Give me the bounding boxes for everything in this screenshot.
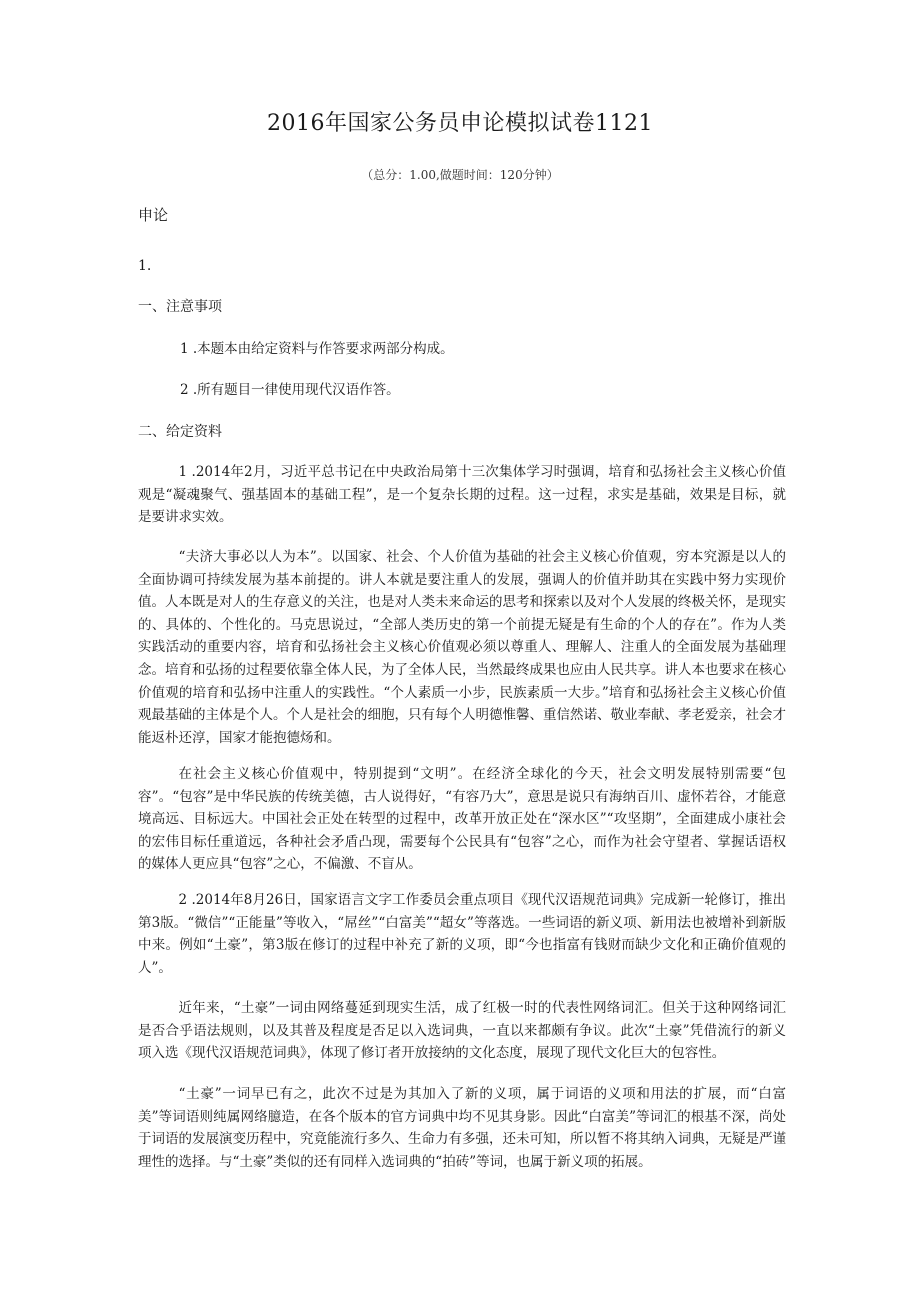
material-paragraph: 2 .2014年8月26日，国家语言文字工作委员会重点项目《现代汉语规范词典》完成新一轮修订，推出第3版。“微信”“正能量”等收入，“屌丝”“白富美”“超女”等落选。一些词语的新义项、新用法也被增补到新版中来。例如“土豪”，第3版在修订的过程中补充了新的义项，即“今也指富有钱财而缺少文化和正确价值观的人”。 [138,892,786,976]
notice-item: 1 .本题本由给定资料与作答要求两部分构成。 [180,341,454,357]
notice-heading: 一、注意事项 [138,299,222,315]
document-title: 2016年国家公务员申论模拟试卷1121 [267,111,653,136]
material-paragraph: “夫济大事必以人为本”。以国家、社会、个人价值为基础的社会主义核心价值观，穷本究源是以人的全面协调可持续发展为基本前提的。讲人本就是要注重人的发展，强调人的价值并助其在实践中努力实现价值。人本既是对人的生存意义的关注，也是对人类未来命运的思考和探索以及对个人发展的终极关怀，是现实的、具体的、个性化的。马克思说过，“全部人类历史的第一个前提无疑是有生命的个人的存在”。作为人类实践活动的重要内容，培育和弘扬社会主义核心价值观必须以尊重人、理解人、注重人的全面发展为基础理念。培育和弘扬的过程要依靠全体人民，为了全体人民，当然最终成果也应由人民共享。讲人本也要求在核心价值观的培育和弘扬中注重人的实践性。“个人素质一小步，民族素质一大步。”培育和弘扬社会主义核心价值观最基础的主体是个人。个人是社会的细胞，只有每个人明德惟馨、重信然诺、敬业奉献、孝老爱亲，社会才能返朴还淳，国家才能抱德炀和。 [138,549,786,746]
document-subtitle: （总分：1.00,做题时间：120分钟） [361,168,559,182]
material-paragraph: 近年来，“土豪”一词由网络蔓延到现实生活，成了红极一时的代表性网络词汇。但关于这种网络词汇是否合乎语法规则，以及其普及程度是否足以入选词典，一直以来都颇有争议。此次“土豪”凭借流行的新义项入选《现代汉语规范词典》，体现了修订者开放接纳的文化态度，展现了现代文化巨大的包容性。 [138,1000,786,1062]
material-paragraph: “土豪”一词早已有之，此次不过是为其加入了新的义项，属于词语的义项和用法的扩展，而“白富美”等词语则纯属网络臆造，在各个版本的官方词典中均不见其身影。因此“白富美”等词汇的根基不深，尚处于词语的发展演变历程中，究竟能流行多久、生命力有多强，还未可知，所以暂不将其纳入词典，无疑是严谨理性的选择。与“土豪”类似的还有同样入选词典的“拍砖”等词，也属于新义项的拓展。 [138,1086,786,1170]
notice-item: 2 .所有题目一律使用现代汉语作答。 [180,382,400,398]
question-number: 1. [138,258,152,274]
material-paragraph: 1 .2014年2月，习近平总书记在中央政治局第十三次集体学习时强调，培育和弘扬社会主义核心价值观是“凝魂聚气、强基固本的基础工程”，是一个复杂长期的过程。这一过程，求实是基础，效果是目标，就是要讲求实效。 [138,464,786,526]
section-heading: 申论 [138,206,169,224]
material-paragraph: 在社会主义核心价值观中，特别提到“文明”。在经济全球化的今天，社会文明发展特别需要“包容”。“包容”是中华民族的传统美德，古人说得好，“有容乃大”，意思是说只有海纳百川、虚怀若谷，才能意境高远、目标远大。中国社会正处在转型的过程中，改革开放正处在“深水区”“攻坚期”，全面建成小康社会的宏伟目标任重道远，各种社会矛盾凸现，需要每个公民具有“包容”之心，而作为社会守望者、掌握话语权的媒体人更应具“包容”之心，不偏激、不盲从。 [138,766,786,873]
materials-heading: 二、给定资料 [138,424,222,440]
